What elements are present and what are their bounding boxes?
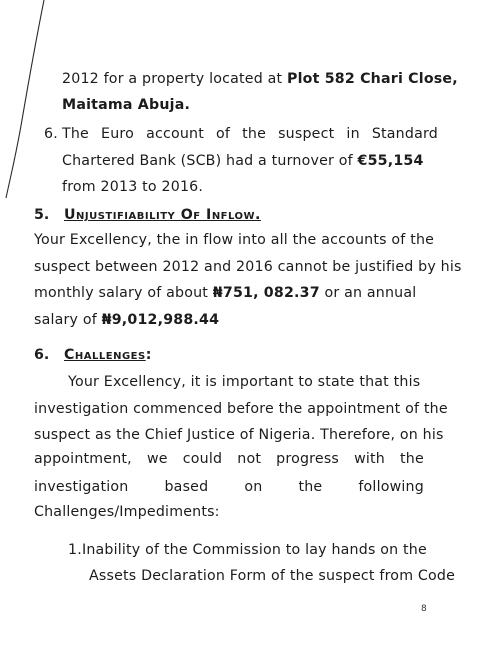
margin-pen-stroke <box>0 0 60 200</box>
annual-salary: ₦9,012,988.44 <box>101 312 220 328</box>
word: in <box>346 126 360 142</box>
monthly-salary: ₦751, 082.37 <box>212 285 320 301</box>
item6-line-3 <box>62 178 203 196</box>
word: we <box>146 451 168 467</box>
section5-line-2 <box>34 258 462 276</box>
word: Standard <box>371 126 438 142</box>
section-title-colon: : <box>145 347 152 363</box>
paragraph-text: investigation commenced before the appointment of the <box>34 401 448 417</box>
paragraph-text: monthly salary of about <box>34 285 213 301</box>
word: account <box>146 126 204 142</box>
section6-line-1 <box>68 373 420 391</box>
section5-heading <box>34 206 261 224</box>
section-number: 5. <box>34 207 50 223</box>
item6-marker <box>44 125 58 143</box>
word: appointment, <box>34 451 132 467</box>
word: could <box>182 451 223 467</box>
paragraph-text: or an annual <box>319 285 417 301</box>
section-title: Challenges <box>64 347 146 363</box>
word: suspect <box>278 126 335 142</box>
word: the <box>298 479 323 495</box>
section-number: 6. <box>34 347 50 363</box>
property-location: Plot 582 Chari Close, <box>286 71 458 87</box>
item6-line-1 <box>62 125 438 143</box>
word: investigation <box>34 479 129 495</box>
word: the <box>242 126 267 142</box>
property-city: Maitama Abuja. <box>62 97 191 113</box>
continuation-line-1 <box>62 70 458 88</box>
item1-line-1 <box>68 541 427 559</box>
section5-line-3 <box>34 284 416 302</box>
item1-line-2 <box>89 567 455 585</box>
list-marker: 6. <box>44 126 58 142</box>
word: not <box>237 451 262 467</box>
word: The <box>62 126 89 142</box>
word: the <box>400 451 424 467</box>
word: of <box>216 126 231 142</box>
list-marker: 1. <box>68 542 82 558</box>
section5-line-1 <box>34 231 434 249</box>
item6-text: Chartered Bank (SCB) had a turnover of <box>62 153 358 169</box>
page-number: 8 <box>421 604 427 614</box>
section6-line-4 <box>34 450 424 468</box>
section6-line-5 <box>34 478 424 496</box>
word: on <box>244 479 263 495</box>
section6-line-3 <box>34 426 444 444</box>
word: progress <box>276 451 340 467</box>
continuation-text: 2012 for a property located at <box>62 71 287 87</box>
section-title: Unjustifiability Of Inflow. <box>64 207 261 223</box>
word: following <box>358 479 424 495</box>
paragraph-text: salary of <box>34 312 102 328</box>
item1-text: Inability of the Commission to lay hands on the <box>81 542 427 558</box>
item6-line-2 <box>62 152 424 170</box>
section6-line-6 <box>34 503 220 521</box>
euro-turnover: €55,154 <box>357 153 424 169</box>
word: with <box>354 451 385 467</box>
paragraph-text: Your Excellency, the in flow into all the accounts of the <box>34 232 435 248</box>
section6-heading <box>34 346 151 364</box>
item1-text: Assets Declaration Form of the suspect from Code <box>89 568 456 584</box>
section5-line-4 <box>34 311 219 329</box>
word: Euro <box>101 126 135 142</box>
paragraph-text: Challenges/Impediments: <box>34 504 220 520</box>
word: based <box>164 479 209 495</box>
continuation-line-2 <box>62 96 190 114</box>
section6-line-2 <box>34 400 448 418</box>
paragraph-text: Your Excellency, it is important to state that this <box>68 374 421 390</box>
item6-text: from 2013 to 2016. <box>62 179 204 195</box>
paragraph-text: suspect between 2012 and 2016 cannot be justified by his <box>34 259 462 275</box>
paragraph-text: suspect as the Chief Justice of Nigeria. Therefore, on his <box>34 427 444 443</box>
